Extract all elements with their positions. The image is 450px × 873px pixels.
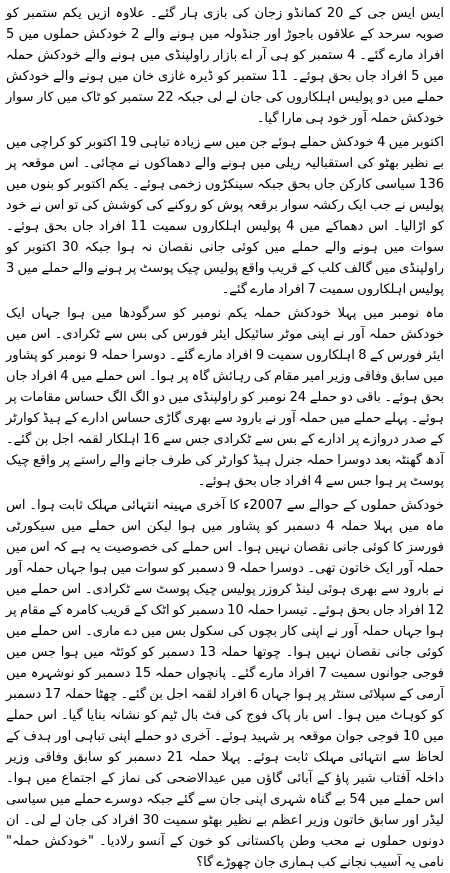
paragraph-october: اکتوبر میں 4 خودکش حملے ہوئے جن میں سے زیادہ تباہی 19 اکتوبر کو کراچی میں بے نظیر بھٹو کی استقبالیہ ریلی میں ہونے والے دھماکوں نے مچائی۔ اس موقعہ پر 136 سیاسی کارکن جاں بحق جبکہ سینکڑوں زخمی ہوئے۔ یکم اکتوبر کو بنوں میں پولیس نے جب ایک رکشہ سوار برقعہ پوش کو روکنے کی کوشش کی تو اس نے خود کو اڑالیا۔ اس دھماکے میں 4 پولیس اہلکاروں سمیت 11 افراد جاں بحق ہوئے۔ سوات میں ہونے والے حملے میں کوئی جانی نقصان نہ ہوا جبکہ 30 اکتوبر کو راولپنڈی میں گالف کلب کے قریب واقع پولیس چیک پوسٹ پر ہونے والے حملے میں 3 پولیس اہلکاروں سمیت 7 افراد مارے گئے۔	[6, 135, 445, 297]
paragraph-november: ماہ نومبر میں پہلا خودکش حملہ یکم نومبر کو سرگودھا میں ہوا جہاں ایک خودکش حملہ آور نے اپنی موٹر سائیکل ایئر فورس کی بس سے ٹکرادی۔ اس میں ایئر فورس کے 8 اہلکاروں سمیت 9 افراد مارے گئے۔ دوسرا حملہ 9 نومبر کو پشاور میں سابق وفاقی وزیر امیر مقام کی رہائش گاہ پر ہوا۔ اس حملے میں 4 افراد جاں بحق ہوئے۔ باقی دو حملے 24 نومبر کو راولپنڈی میں دو الگ الگ حساس مقامات پر ہوئے۔ پہلے حملے میں حملہ آور نے بارود سے بھری گاڑی حساس ادارے کے ہیڈ کوارٹر کے صدر دروازے پر ادارے کے بس سے ٹکرادی جس سے 16 اہلکار لقمہ اجل بن گئے۔ آدھ گھنٹہ بعد دوسرا حملہ جنرل ہیڈ کوارٹر کی طرف جانے والے راستے پر واقع چیک پوسٹ پر ہوا جس سے 4 افراد جاں بحق ہوئے۔	[6, 306, 445, 489]
paragraph-december: خودکش حملوں کے حوالے سے 2007ء کا آخری مہینہ انتہائی مہلک ثابت ہوا۔ اس ماہ میں پہلا حملہ 4 دسمبر کو پشاور میں ہوا لیکن اس حملے میں سیکورٹی فورسز کا کوئی جانی نقصان نہیں ہوا۔ اس حملے کی خصوصیت یہ ہے کہ اس میں حملہ آور ایک خاتون تھی۔ دوسرا حملہ 9 دسمبر کو سوات میں ہوا جہاں حملہ آور نے بارود سے بھری ہوئی لینڈ کروزر پولیس چیک پوسٹ سے ٹکرادی۔ اس حملے میں 12 افراد جاں بحق ہوئے۔ تیسرا حملہ 10 دسمبر کو اٹک کے قریب کامرہ کے مقام پر ہوا جہاں حملہ آور نے اپنی کار بچوں کی سکول بس میں دے ماری۔ اس حملے میں کوئی جانی نقصان نہیں ہوا۔ چوتھا حملہ 13 دسمبر کو کوئٹہ میں ہوا جس میں فوجی جوانوں سمیت 7 افراد مارے گئے۔ پانچواں حملہ 15 دسمبر کو نوشہرہ میں آرمی کے سپلائی سنٹر پر ہوا جہاں 6 افراد لقمہ اجل بن گئے۔ چھٹا حملہ 17 دسمبر کو کوہاٹ میں ہوا۔ اس بار پاک فوج کی فٹ بال ٹیم کو نشانہ بنایا گیا۔ اس حملے میں 10 فوجی جوان موقعہ پر شہید ہوئے۔ آخری دو حملے اپنی تباہی اور ہدف کے لحاظ سے انتہائی مہلک ثابت ہوئے۔ پہلا حملہ 21 دسمبر کو سابق وفاقی وزیر داخلہ آفتاب شیر پاؤ کے آبائی گاؤں میں عیدالاضحی کی نماز کے اجتماع میں ہوا۔ اس حملے میں 54 بے گناہ شہری اپنی جان سے گئے جبکہ دوسرے حملے میں سیاسی لیڈر اور سابق خاتون وزیر اعظم بے نظیر بھٹو سمیت 30 افراد کی جان لے لی۔ ان دونوں حملوں نے محب وطن پاکستانی کو خون کے آنسو رلادیا۔ "خودکش حملہ" نامی یہ آسیب نجانے کب ہماری جان چھوڑے گا؟	[6, 498, 445, 870]
paragraph-september: ایس ایس جی کے 20 کمانڈو زجان کی بازی ہار گئے۔ علاوہ ازیں یکم ستمبر کو صوبہ سرحد کے علاقوں باجوڑ اور جنڈولہ میں ہونے والے 2 خودکش حملوں میں 5 افراد مارے گئے۔ 4 ستمبر کو ہی آر اے بازار راولپنڈی میں ہونے والے خودکش حملہ میں 5 افراد جاں بحق ہوئے۔ 11 ستمبر کو ڈیرہ غازی خان میں ہونے والے خودکش حملے میں دو پولیس اہلکاروں کی جان لے لی جبکہ 22 ستمبر کو ٹاک میں کار سوار خودکش حملہ آور خود ہی مارا گیا۔	[6, 6, 444, 126]
